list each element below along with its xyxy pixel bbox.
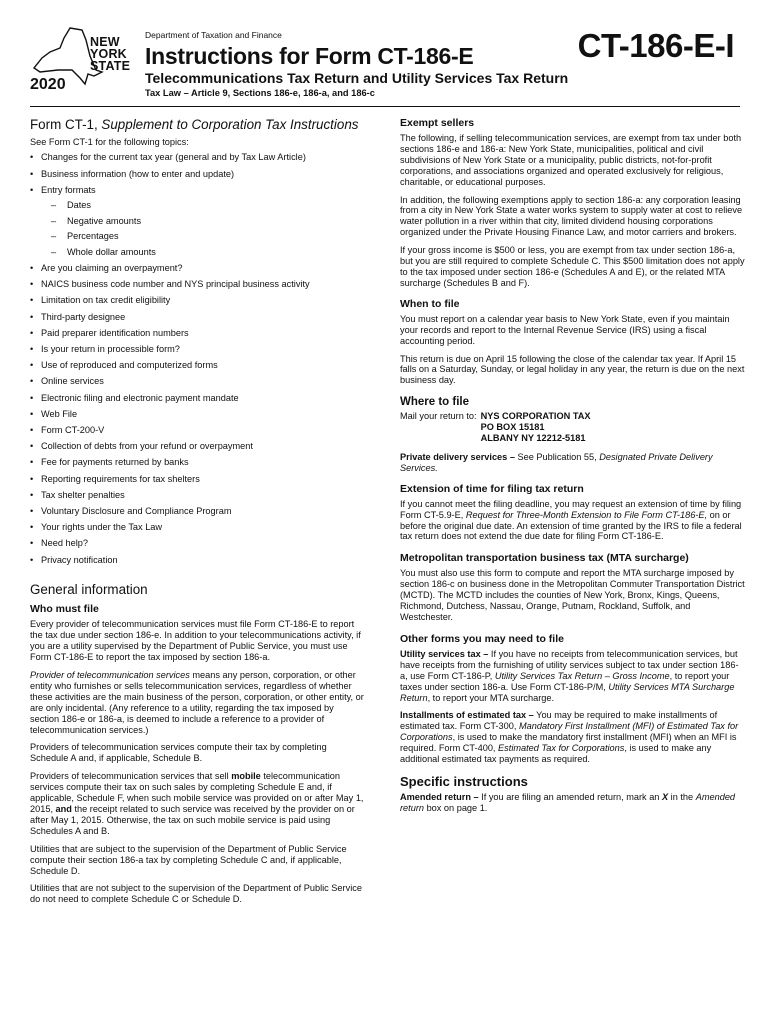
- who-paragraph-2: Provider of telecommunication services means any person, corporation, or other entity who furnishes or sells telecommunication services, regardless of whether these activities are the main business of the person, corporation, or other entity, or are only incidental. (Any reference to a utility, regarding the tax imposed by section 186-e or 186-a, is deemed to include a reference to a provider of telecommunication services.): [30, 670, 364, 735]
- list-item: • Voluntary Disclosure and Compliance Program: [30, 503, 365, 519]
- exempt-sellers-heading: Exempt sellers: [400, 117, 475, 129]
- topics-list: [30, 149, 365, 567]
- list-item: • Tax shelter penalties: [30, 487, 365, 503]
- list-item: • Business information (how to enter and update): [30, 166, 365, 182]
- when-paragraph-1: You must report on a calendar year basis to New York State, even if you maintain your records and report to the Internal Revenue Service (IRS) using a fiscal accounting period.: [400, 313, 730, 346]
- specific-instructions-heading: Specific instructions: [400, 773, 528, 789]
- list-item: • Is your return in processible form?: [30, 341, 365, 357]
- list-item: • Fee for payments returned by banks: [30, 454, 365, 470]
- page-title: Instructions for Form CT-186-E: [145, 43, 474, 69]
- entry-formats-list: [41, 198, 365, 260]
- list-item: • Online services: [30, 373, 365, 389]
- extension-paragraph: If you cannot meet the filing deadline, you may request an extension of time by filing Form CT-5.9-E, Request for Three-Month Extension to File Form CT-186-E, on or before the original due date. An extension of time granted by the IRS to file a federal tax return does not extend the due date for filing Form CT-186-E.: [400, 498, 742, 542]
- installments-paragraph: Installments of estimated tax – You may be required to make installments of estimated tax. Form CT-300, Mandatory First Installment (MFI) of Estimated Tax for Corporations, is used to make the mandatory first installment (MFI) when an MFI is required. Form CT-400, Estimated Tax for Corporations, is used to make any additional estimated tax payments as required.: [400, 710, 739, 765]
- list-item: • Changes for the current tax year (general and by Tax Law Article): [30, 149, 365, 165]
- department-name: Department of Taxation and Finance: [145, 30, 282, 40]
- list-item: • Limitation on tax credit eligibility: [30, 292, 365, 308]
- utility-services-paragraph: Utility services tax – If you have no receipts from telecommunication services, but have receipts from the furnishing of utility services subject to tax under section 186-a, use Form CT-186-P, Utility Services Tax Return – Gross Income, to report your taxes under section 186-a. Use Form CT-186-P/M, Utility Services MTA Surcharge Return, to report your MTA surcharge.: [400, 648, 739, 703]
- amended-return-paragraph: Amended return – If you are filing an amended return, mark an X in the Amended return box on page 1.: [400, 791, 736, 813]
- tax-year: 2020: [30, 76, 66, 93]
- mta-paragraph: You must also use this form to compute and report the MTA surcharge imposed by section 186-c on business done in the Metropolitan Commuter Transportation District (MCTD). The MCTD includes the counties of New York, Bronx, Kings, Queens, Richmond, Dutchess, Nassau, Orange, Putnam, Rockland, Suffolk, and Westchester.: [400, 568, 745, 622]
- list-item: • Reporting requirements for tax shelters: [30, 471, 365, 487]
- list-item: • Are you claiming an overpayment?: [30, 260, 365, 276]
- who-paragraph-6: Utilities that are not subject to the supervision of the Department of Public Service do not need to complete Schedule C or Schedule D.: [30, 883, 362, 905]
- when-to-file-heading: When to file: [400, 297, 460, 310]
- list-item: – Whole dollar amounts: [41, 245, 365, 261]
- list-item: • Electronic filing and electronic payment mandate: [30, 390, 365, 406]
- list-item: – Percentages: [41, 229, 365, 245]
- list-item: • Your rights under the Tax Law: [30, 519, 365, 535]
- who-paragraph-5: Utilities that are subject to the supervision of the Department of Public Service compute their section 186-a tax by completing Schedule C and, if applicable, Schedule D.: [30, 843, 347, 876]
- right-column: [400, 117, 745, 814]
- exempt-paragraph-2: In addition, the following exemptions apply to section 186-a: any corporation leasing from a city in New York State a water works system to supply water at cost to relieve water pollution in a river within that city, limited dividend housing corporations organized under the Private Housing Finance Law, and motor carriers and brokers.: [400, 194, 743, 238]
- ct1-intro: See Form CT-1 for the following topics:: [30, 136, 189, 147]
- logo-word-new: NEW: [90, 35, 120, 49]
- list-item: • Privacy notification: [30, 552, 365, 568]
- form-id: CT-186-E-I: [577, 27, 734, 64]
- ct1-heading: Form CT-1, Supplement to Corporation Tax Instructions: [30, 117, 359, 132]
- logo-word-state: STATE: [90, 59, 131, 73]
- who-paragraph-4: Providers of telecommunication services that sell mobile telecommunication services compute their tax on such sales by completing Schedule E and, if applicable, Schedule F, when such mobile service was provided on or after May 1, 2015, and the receipt related to such service was received by the provider on or after May 1, 2015. Otherwise, the tax on such mobile service is paid using Schedules A and B.: [30, 771, 364, 836]
- mta-surcharge-heading: Metropolitan transportation business tax (MTA surcharge): [400, 552, 689, 565]
- logo-word-york: YORK: [90, 47, 127, 61]
- nys-logo: [30, 26, 140, 96]
- extension-heading: Extension of time for filing tax return: [400, 482, 584, 495]
- mail-label: Mail your return to:: [400, 411, 477, 422]
- who-must-file-heading: Who must file: [30, 603, 99, 616]
- where-to-file-heading: Where to file: [400, 396, 470, 409]
- list-item: • Need help?: [30, 535, 365, 551]
- list-item: • Web File: [30, 406, 365, 422]
- who-paragraph-1: Every provider of telecommunication services must file Form CT-186-E to report the tax due under section 186-e. In addition to your telecommunications activity, if you are a utility supervised by the Department of Public Service, you must use Form CT-186-E to report the tax imposed by section 186-a.: [30, 619, 361, 663]
- tax-law-reference: Tax Law – Article 9, Sections 186-e, 186-a, and 186-c: [145, 88, 375, 98]
- other-forms-heading: Other forms you may need to file: [400, 632, 564, 645]
- general-information-heading: General information: [30, 581, 148, 597]
- address-line: PO BOX 15181: [480, 422, 545, 433]
- address-line: NYS CORPORATION TAX: [480, 411, 591, 422]
- who-paragraph-3: Providers of telecommunication services compute their tax by completing Schedule A and, if applicable, Schedule B.: [30, 742, 327, 764]
- header-divider: [30, 106, 740, 107]
- left-column: [30, 117, 365, 905]
- address-line: ALBANY NY 12212-5181: [480, 433, 586, 444]
- list-item: • Paid preparer identification numbers: [30, 325, 365, 341]
- exempt-paragraph-3: If your gross income is $500 or less, you are exempt from tax under section 186-a, but you are still required to complete Schedule C. This $500 limitation does not apply to the tax imposed under section 186-e (Schedules A and E), or the related MTA surcharge (Schedules B and F).: [400, 245, 745, 288]
- list-item: • Form CT-200-V: [30, 422, 365, 438]
- list-item: • Entry formats – Dates – Negative amounts – Percentages – Whole dollar amounts: [30, 182, 365, 260]
- list-item: • Collection of debts from your refund or overpayment: [30, 438, 365, 454]
- list-item: – Negative amounts: [41, 214, 365, 230]
- exempt-paragraph-1: The following, if selling telecommunication services, are exempt from tax under both sections 186-e and 186-a: New York State, municipalities, political and civil subdivisions of New York State or a municipality, public districts, not-for-profit corporations, and associations organized and operated exclusively for religious, charitable, or educational purposes.: [400, 133, 742, 187]
- list-item: – Dates: [41, 198, 365, 214]
- list-item: • NAICS business code number and NYS principal business activity: [30, 276, 365, 292]
- list-item: • Use of reproduced and computerized forms: [30, 357, 365, 373]
- list-item: • Third-party designee: [30, 309, 365, 325]
- mailing-address: [400, 411, 745, 444]
- private-delivery-paragraph: Private delivery services – See Publication 55, Designated Private Delivery Services.: [400, 451, 713, 473]
- page-subtitle: Telecommunications Tax Return and Utility Services Tax Return: [145, 70, 569, 86]
- when-paragraph-2: This return is due on April 15 following the close of the calendar tax year. If April 15 falls on a Saturday, Sunday, or legal holiday in any year, the return is due on the next business day.: [400, 353, 745, 386]
